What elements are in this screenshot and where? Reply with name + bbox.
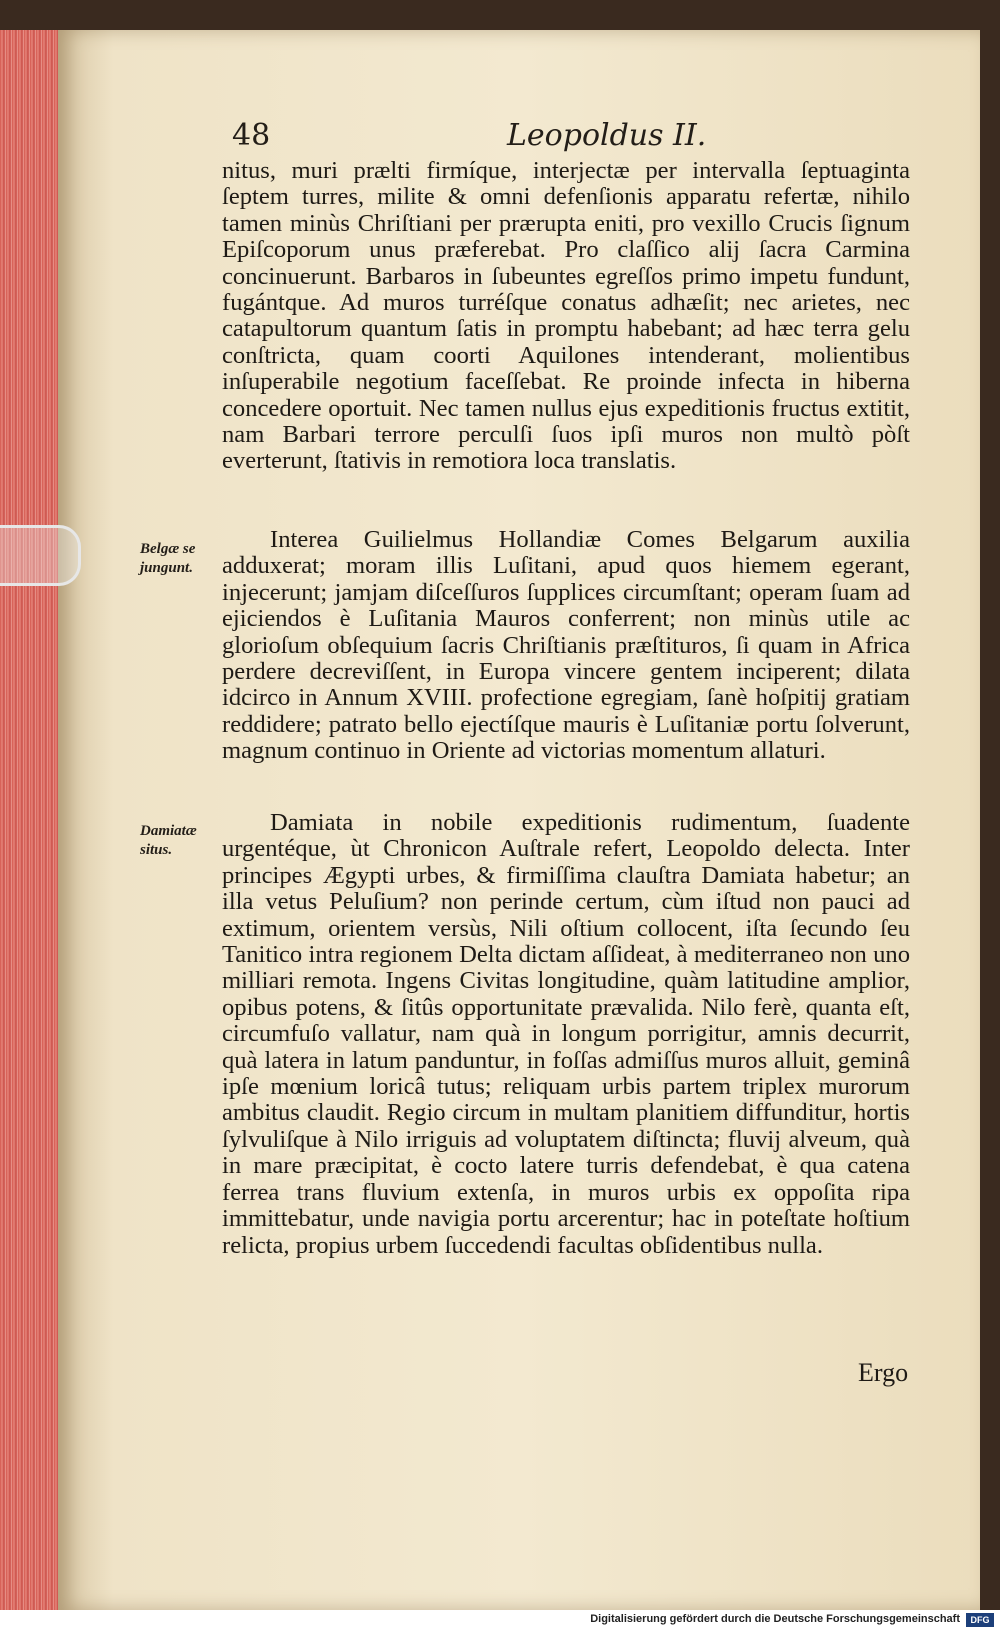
paragraph-3: Damiata in nobile expeditionis rudimentum, ſuadente urgentéque, ùt Chronicon Auſtrale refert, Leopoldo delecta. Inter principes Ægypti urbes, & firmiſſima clauſtra Damiata habetur; an illa vetus Peluſium? non perinde certum, cùm iſtud non pauci ad extimum, orientem versùs, Nili oſtium collocent, iſta ſecundo ſeu Tanitico intra regionem Delta dictam aſſideat, à mediterraneo non uno milliari remota. Ingens Civitas longitudine, quàm latitudine amplior, opibus potens, & ſitûs opportunitate prævalida. Nilo ferè, quanta eſt, circumfuſo vallatur, nam quà in longum porrigitur, amnis decurrit, quà latera in latum panduntur, in foſſas admiſſus muros alluit, geminâ ipſe mœnium loricâ tutus; reliquam urbis partem triplex murorum ambitus claudit. Regio circum in multam planitiem diffunditur, hortis ſylvuliſque à Nilo irriguis ad voluptatem diſtincta; fluvij alveum, quà in mare præcipitat, è cocto latere turris defendebat, è qua catena ferrea trans fluvium extenſa, in muros urbis ex oppoſita ripa immittebatur, unde navigia portu arcerentur; hac in poteſtate hoſtium relicta, propius urbem ſuccedendi facultas obſidentibus nulla. (222, 809, 910, 1259)
page-header (232, 118, 952, 158)
marginal-note-damiata: Damiatæ situs. (140, 823, 197, 858)
footer-bar (0, 1610, 1000, 1632)
page-edge-red (0, 30, 59, 1610)
paragraph-1: nitus, muri prælti firmíque, interjectæ per intervalla ſeptuaginta ſeptem turres, milite & omni defenſionis apparatu refertæ, nihilo tamen minùs Chriſtiani per prærupta eniti, pro vexillo Crucis ſignum Epiſcoporum unus præferebat. Pro claſſico alij ſacra Carmina concinuerunt. Barbaros in ſubeuntes egreſſos primo impetu fundunt, fugántque. Ad muros turréſque conatus adhæſit; nec arietes, nec catapultorum quantum ſatis in promptu habebant; ad hæc terra gelu conſtricta, quam coorti Aquilones intenderant, molientibus inſuperabile negotium faceſſebat. Re proinde infecta in hiberna concedere oportuit. Nec tamen nullus ejus expeditionis fructus extitit, nam Barbari terrore perculſi ſuos ipſi muros non multò pòſt everterunt, ſtativis in remotiora loca translatis. (222, 157, 910, 475)
footer-credit: Digitalisierung gefördert durch die Deutsche Forschungsgemeinschaft (590, 1613, 960, 1625)
binder-clip (0, 525, 81, 586)
marginal-note-belgae: Belgæ se jungunt. (140, 541, 196, 576)
paragraph-2: Interea Guilielmus Hollandiæ Comes Belgarum auxilia adduxerat; moram illis Luſitani, apud quos hiemem egerant, injecerunt; jamjam diſceſſuros ſupplices circumſtant; operam ſuam ad ejiciendos è Luſitania Mauros conferrent; non minùs utile ac glorioſum obſequium ſacris Chriſtianis præſtituros, ſi quam in Africa perdere decreviſſent, in Europa vincere gentem inciperent; dilata idcirco in Annum XVIII. profectione egregiam, ſanè hoſpitij gratiam reddidere; patrato bello ejectíſque mauris è Luſitaniæ portu ſolverunt, magnum continuo in Oriente ad victorias momentum allaturi. (222, 526, 910, 765)
catchword: Ergo (858, 1358, 909, 1387)
page-number: 48 (232, 118, 271, 153)
dfg-logo: DFG (966, 1613, 994, 1627)
running-title: Leopoldus II. (507, 118, 707, 153)
